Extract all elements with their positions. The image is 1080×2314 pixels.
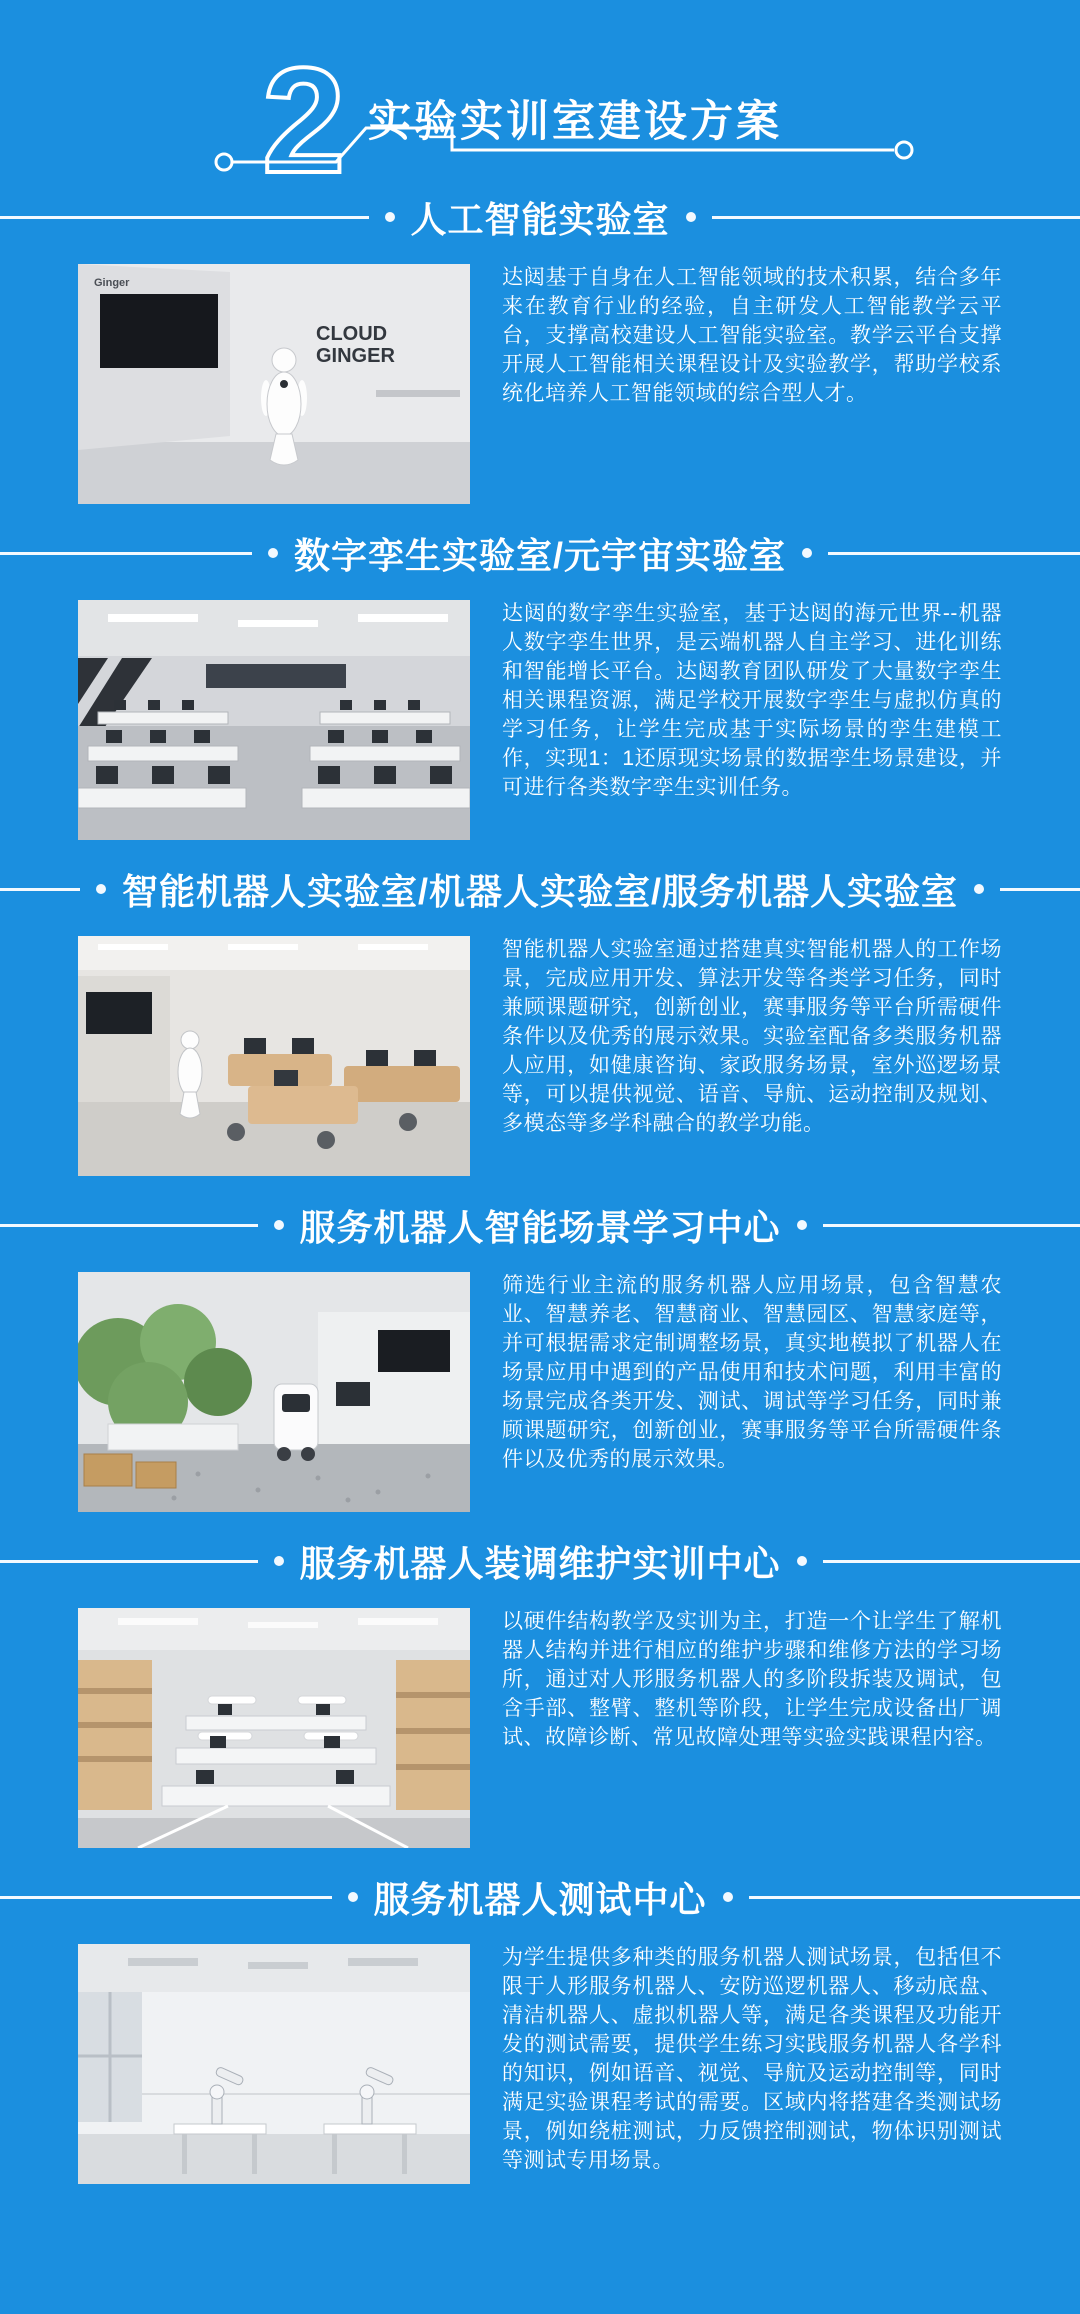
divider-line	[0, 216, 369, 219]
section-title: 智能机器人实验室/机器人实验室/服务机器人实验室	[122, 870, 959, 912]
section-title-row	[0, 1204, 1080, 1246]
digital-twin-lab-photo	[78, 600, 470, 840]
divider-line	[0, 1560, 258, 1563]
dot-icon	[268, 548, 278, 558]
divider-line	[0, 888, 80, 891]
page-title: 实验实训室建设方案	[368, 98, 782, 146]
section-title-row	[0, 868, 1080, 910]
section-body-text: 达闼基于自身在人工智能领域的技术积累，结合多年来在教育行业的经验，自主研发人工智能教学云平台，支撑高校建设人工智能实验室。教学云平台支撑开展人工智能相关课程设计及实验教学，帮助学校系统化培养人工智能领域的综合型人才。	[502, 266, 1002, 405]
dot-icon	[797, 1556, 807, 1566]
robot-lab-photo	[78, 936, 470, 1176]
dot-icon	[802, 548, 812, 558]
dot-icon	[385, 212, 395, 222]
section-title-row	[0, 1876, 1080, 1918]
circle-endpoint-icon	[896, 142, 912, 158]
dot-icon	[274, 1556, 284, 1566]
section-robot-lab	[0, 868, 1080, 1176]
circle-endpoint-icon	[216, 154, 232, 170]
divider-line	[0, 1896, 332, 1899]
section-title: 数字孪生实验室/元宇宙实验室	[294, 534, 787, 576]
section-ai-lab	[0, 196, 1080, 504]
section-title: 服务机器人装调维护实训中心	[299, 1542, 781, 1584]
divider-line	[823, 1560, 1080, 1563]
section-title: 人工智能实验室	[410, 198, 670, 240]
section-digital-twin-lab	[0, 532, 1080, 840]
divider-line	[0, 1224, 258, 1227]
dot-icon	[974, 884, 984, 894]
section-body-text: 以硬件结构教学及实训为主，打造一个让学生了解机器人结构并进行相应的维护步骤和维修方法的学习场所，通过对人形服务机器人的多阶段拆装及调试，包含手部、整臂、整机等阶段，让学生完成设备出厂调试、故障诊断、常见故障处理等实验实践课程内容。	[502, 1610, 1002, 1749]
dot-icon	[348, 1892, 358, 1902]
divider-line	[823, 1224, 1080, 1227]
section-scene-learning-center	[0, 1204, 1080, 1512]
ai-lab-photo	[78, 264, 470, 504]
dot-icon	[686, 212, 696, 222]
section-body-text: 筛选行业主流的服务机器人应用场景，包含智慧农业、智慧养老、智慧商业、智慧园区、智慧家庭等，并可根据需求定制调整场景，真实地模拟了机器人在场景应用中遇到的产品使用和技术问题，利用丰富的场景完成各类开发、测试、调试等学习任务，同时兼顾课题研究，创新创业，赛事服务等平台所需硬件条件以及优秀的展示效果。	[502, 1274, 1002, 1471]
dot-icon	[274, 1220, 284, 1230]
section-title-row	[0, 196, 1080, 238]
section-assembly-maintenance-center	[0, 1540, 1080, 1848]
test-center-photo	[78, 1944, 470, 2184]
section-number: 2	[262, 36, 346, 196]
section-body-text: 智能机器人实验室通过搭建真实智能机器人的工作场景，完成应用开发、算法开发等各类学习任务，同时兼顾课题研究，创新创业，赛事服务等平台所需硬件条件以及优秀的展示效果。实验室配备多类服务机器人应用，如健康咨询、家政服务场景，室外巡逻场景等，可以提供视觉、语音、导航、运动控制及规划、多模态等多学科融合的教学功能。	[502, 938, 1002, 1135]
dot-icon	[96, 884, 106, 894]
section-title: 服务机器人智能场景学习中心	[299, 1206, 781, 1248]
scene-learning-center-photo	[78, 1272, 470, 1512]
photo-wall-text: GINGER	[316, 345, 395, 367]
photo-logo-text: Ginger	[94, 277, 130, 289]
divider-line	[712, 216, 1080, 219]
dot-icon	[723, 1892, 733, 1902]
robot-figure	[178, 1031, 202, 1118]
divider-line	[749, 1896, 1080, 1899]
dot-icon	[797, 1220, 807, 1230]
assembly-maintenance-center-photo	[78, 1608, 470, 1848]
divider-line	[1000, 888, 1080, 891]
section-body-text: 为学生提供多种类的服务机器人测试场景，包括但不限于人形服务机器人、安防巡逻机器人、移动底盘、清洁机器人、虚拟机器人等，满足各类课程及功能开发的测试需要，提供学生练习实践服务机器人各学科的知识，例如语音、视觉、导航及运动控制等，同时满足实验课程考试的需要。区域内将搭建各类测试场景，例如绕桩测试，力反馈控制测试，物体识别测试等测试专用场景。	[502, 1946, 1002, 2172]
divider-line	[0, 552, 252, 555]
section-title: 服务机器人测试中心	[373, 1878, 707, 1920]
section-title-row	[0, 532, 1080, 574]
page-header	[0, 0, 1080, 196]
section-body-text: 达闼的数字孪生实验室，基于达闼的海元世界--机器人数字孪生世界，是云端机器人自主学习、进化训练和智能增长平台。达闼教育团队研发了大量数字孪生相关课程资源，满足学校开展数字孪生与虚拟仿真的学习任务，让学生完成基于实际场景的孪生建模工作，实现1：1还原现实场景的数据孪生场景建设，并可进行各类数字孪生实训任务。	[502, 602, 1002, 799]
section-test-center	[0, 1876, 1080, 2184]
divider-line	[828, 552, 1080, 555]
photo-wall-text: CLOUD	[316, 323, 388, 345]
robot-figure	[274, 1384, 318, 1461]
section-title-row	[0, 1540, 1080, 1582]
